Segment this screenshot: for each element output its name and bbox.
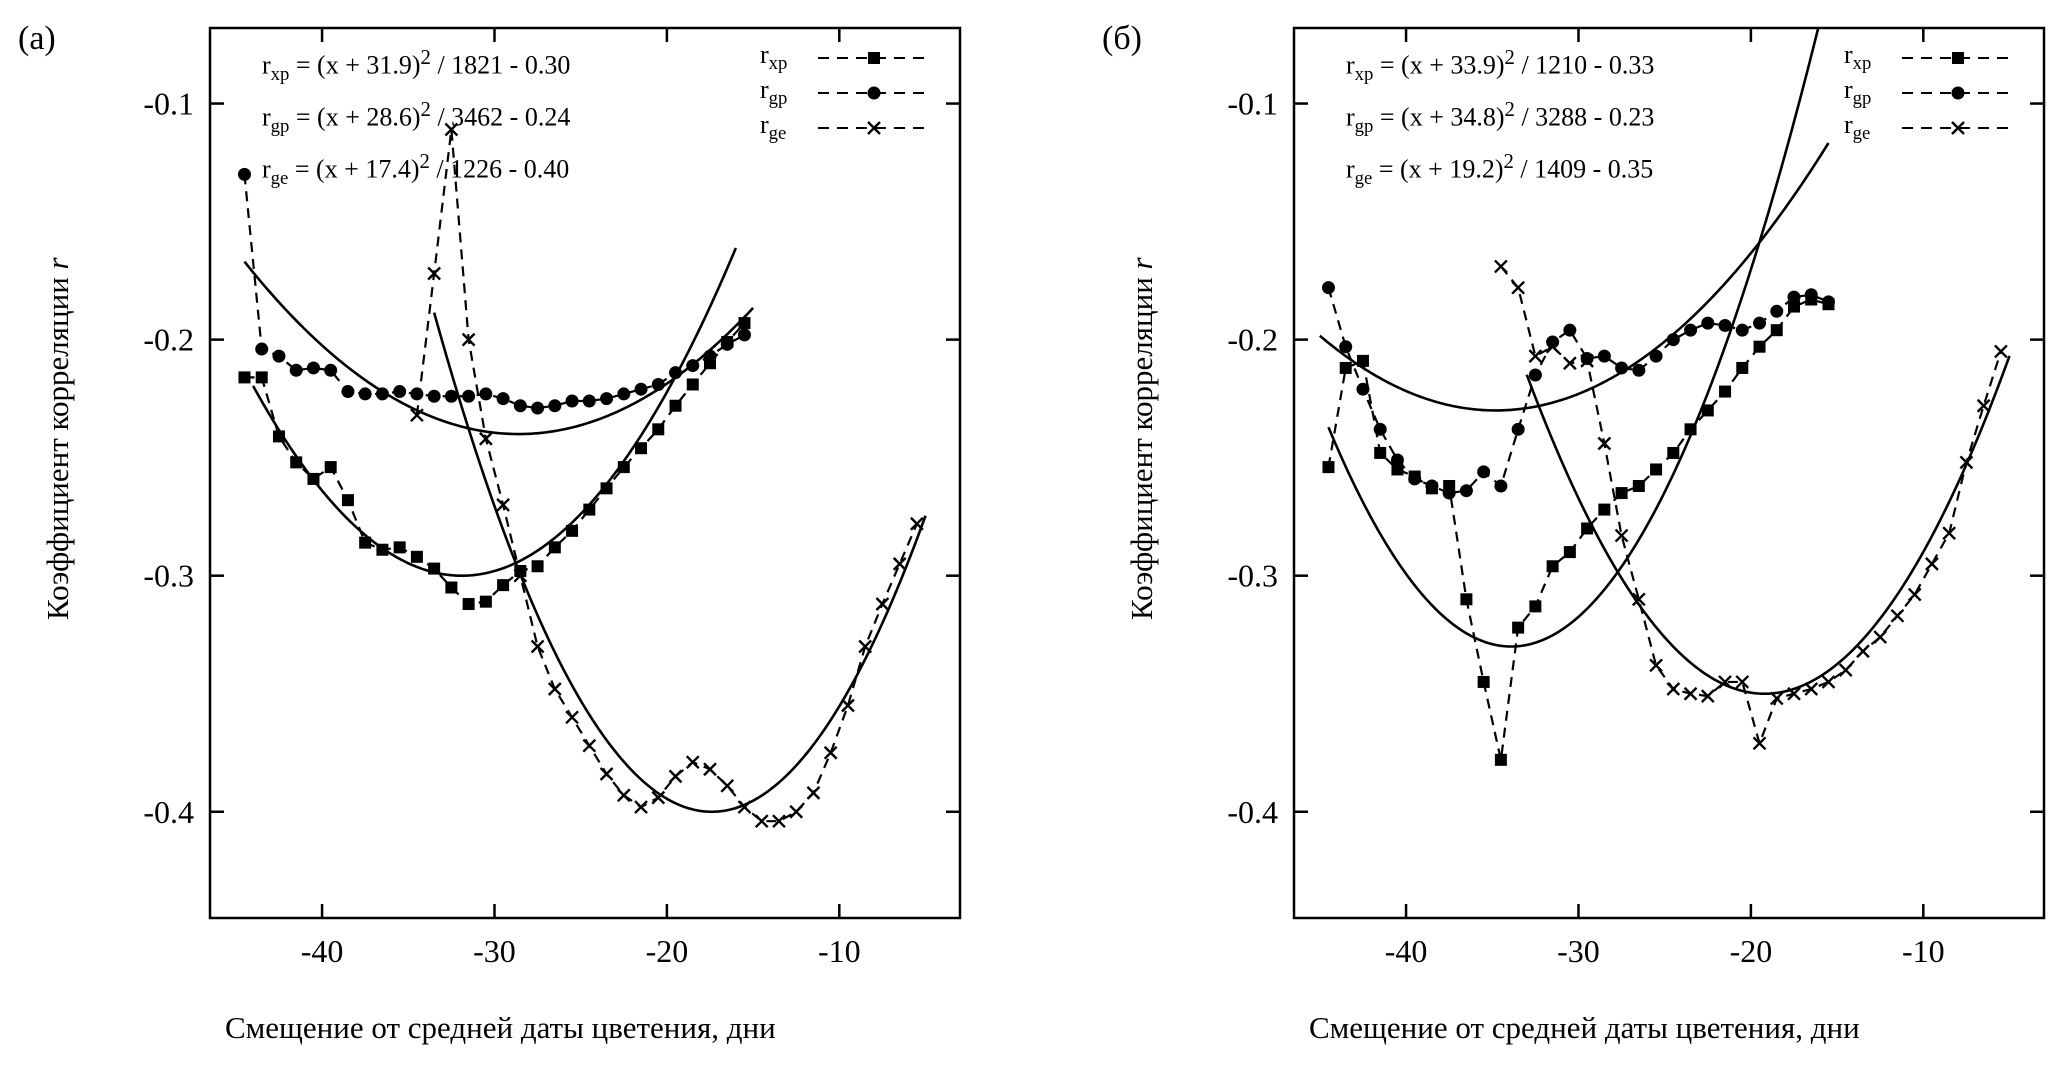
data-point-cross [876, 598, 888, 610]
panel-a [0, 0, 1033, 1076]
data-point-circle [617, 387, 630, 400]
data-point-circle [272, 350, 285, 363]
data-point-cross [549, 683, 561, 695]
data-point-circle [1615, 361, 1628, 374]
legend-marker-circle [814, 81, 934, 105]
data-point-cross [790, 806, 802, 818]
data-point-circle [376, 387, 389, 400]
data-point-square [428, 563, 440, 575]
legend-item [1844, 110, 2018, 145]
y-tick-label: -0.4 [143, 793, 194, 830]
legend-label: $r_{ge}$ [1844, 109, 1871, 145]
data-point-square [1512, 622, 1524, 634]
y-tick-label: -0.2 [143, 321, 194, 358]
equation-line: $r_{gp} = (x + 28.6)^2 / 3462 - 0.24$ [262, 97, 571, 137]
panel-b-equations [1346, 40, 1654, 196]
data-point-square [1374, 447, 1386, 459]
data-point-circle [1719, 319, 1732, 332]
data-point-cross [1926, 558, 1938, 570]
legend-item [760, 40, 934, 75]
legend-marker-cross [814, 116, 934, 140]
data-point-square [463, 598, 475, 610]
panel-b [1034, 0, 2067, 1076]
data-point-square [1564, 546, 1576, 558]
data-point-circle [566, 394, 579, 407]
data-point-square [1771, 324, 1783, 336]
data-point-cross [1874, 631, 1886, 643]
equation-line: $r_{ge} = (x + 19.2)^2 / 1409 - 0.35$ [1346, 149, 1654, 189]
data-point-circle [738, 328, 751, 341]
data-point-cross [825, 747, 837, 759]
equation-line: $r_{xp} = (x + 31.9)^2 / 1821 - 0.30$ [262, 46, 571, 85]
data-point-cross [1840, 664, 1852, 676]
data-point-square [1598, 504, 1610, 516]
data-point-square [411, 551, 423, 563]
data-point-square [1633, 480, 1645, 492]
data-point-circle [324, 364, 337, 377]
data-point-square [687, 378, 699, 390]
data-point-cross [911, 518, 923, 530]
data-point-circle [583, 394, 596, 407]
legend-item [760, 110, 934, 145]
data-point-square [635, 442, 647, 454]
data-point-square [480, 596, 492, 608]
panel-a-equations [262, 40, 570, 196]
data-point-circle [479, 387, 492, 400]
legend-marker-circle [1898, 81, 2018, 105]
data-point-circle [1822, 295, 1835, 308]
data-point-circle [428, 390, 441, 403]
fit-curve-fit_ge [434, 313, 925, 812]
data-point-circle [1391, 454, 1404, 467]
data-point-cross [756, 815, 768, 827]
y-tick-label: -0.1 [143, 85, 194, 122]
data-point-cross [1805, 683, 1817, 695]
panel-a-xlabel: Смещение от средней даты цветения, дни [225, 1010, 776, 1045]
data-point-circle [669, 366, 682, 379]
series-line-r_xp [244, 323, 744, 604]
data-point-cross [1685, 688, 1697, 700]
data-point-square [1495, 754, 1507, 766]
data-point-square [256, 371, 268, 383]
data-point-cross [601, 768, 613, 780]
legend-item [760, 75, 934, 110]
legend-marker-cross [1898, 116, 2018, 140]
data-point-circle [290, 364, 303, 377]
data-point-cross [583, 740, 595, 752]
data-point-square [376, 544, 388, 556]
data-point-square [290, 456, 302, 468]
panel-b-ylabel: Коэффициент корреляции r [1124, 257, 1159, 620]
data-point-square [1667, 447, 1679, 459]
panel-a-tag: (а) [18, 20, 56, 57]
equation-line: $r_{gp} = (x + 34.8)^2 / 3288 - 0.23$ [1346, 97, 1655, 137]
data-point-square [566, 525, 578, 537]
data-point-circle [445, 390, 458, 403]
data-point-cross [704, 763, 716, 775]
panel-a-legend [760, 40, 934, 145]
y-tick-label: -0.4 [1227, 793, 1278, 830]
data-point-cross [1822, 676, 1834, 688]
equation-line: $r_{xp} = (x + 33.9)^2 / 1210 - 0.33$ [1346, 46, 1655, 85]
panel-b-xlabel: Смещение от средней даты цветения, дни [1309, 1010, 1860, 1045]
data-point-cross [1978, 400, 1990, 412]
data-point-circle [635, 383, 648, 396]
data-point-square [1529, 600, 1541, 612]
legend-label: $r_{xp}$ [760, 39, 788, 75]
data-point-circle [1322, 281, 1335, 294]
data-point-square [359, 537, 371, 549]
data-point-cross [566, 711, 578, 723]
data-point-cross [842, 700, 854, 712]
y-tick-label: -0.2 [1227, 321, 1278, 358]
data-point-circle [652, 378, 665, 391]
data-point-cross [721, 780, 733, 792]
y-tick-label: -0.3 [143, 557, 194, 594]
x-tick-label: -40 [300, 933, 344, 969]
data-point-square [1650, 463, 1662, 475]
data-point-square [1581, 522, 1593, 534]
legend-item [1844, 40, 2018, 75]
data-point-square [1322, 461, 1334, 473]
data-point-square [1547, 560, 1559, 572]
data-point-square [1719, 386, 1731, 398]
x-tick-label: -20 [645, 933, 689, 969]
data-point-circle [721, 338, 734, 351]
data-point-circle [1736, 324, 1749, 337]
data-point-cross [532, 641, 544, 653]
fit-curve-fit_xp [253, 248, 736, 576]
data-point-circle [1770, 305, 1783, 318]
data-point-circle [1494, 479, 1507, 492]
data-point-square [601, 482, 613, 494]
y-tick-label: -0.3 [1227, 557, 1278, 594]
data-point-cross [894, 558, 906, 570]
panel-a-ylabel: Коэффициент корреляции r [40, 257, 75, 620]
data-point-square [1702, 404, 1714, 416]
data-point-circle [359, 387, 372, 400]
data-point-square [445, 581, 457, 593]
data-point-cross [635, 801, 647, 813]
legend-label: $r_{xp}$ [1844, 39, 1872, 75]
panel-b-legend [1844, 40, 2018, 145]
data-point-square [549, 541, 561, 553]
data-point-circle [1701, 317, 1714, 330]
fit-curve-fit_ge [1527, 356, 2010, 694]
data-point-circle [341, 385, 354, 398]
series-line-r_ge [1501, 266, 2001, 743]
data-point-cross [1771, 692, 1783, 704]
equation-line: $r_{ge} = (x + 17.4)^2 / 1226 - 0.40$ [262, 149, 570, 189]
data-point-circle [1356, 383, 1369, 396]
data-point-square [307, 473, 319, 485]
legend-label: $r_{gp}$ [1844, 74, 1872, 110]
data-point-square [1340, 362, 1352, 374]
data-point-cross [618, 789, 630, 801]
data-point-cross [859, 641, 871, 653]
data-point-circle [1477, 465, 1490, 478]
legend-label: $r_{gp}$ [760, 74, 788, 110]
data-point-circle [600, 392, 613, 405]
data-point-circle [238, 168, 251, 181]
legend-marker-square [814, 46, 934, 70]
data-point-circle [462, 390, 475, 403]
data-point-square [618, 461, 630, 473]
y-tick-label: -0.1 [1227, 85, 1278, 122]
legend-label: $r_{ge}$ [760, 109, 787, 145]
data-point-cross [1667, 683, 1679, 695]
data-point-circle [1753, 317, 1766, 330]
data-point-square [1685, 423, 1697, 435]
data-point-square [1478, 676, 1490, 688]
x-tick-label: -20 [1729, 933, 1773, 969]
data-point-circle [255, 343, 268, 356]
data-point-circle [497, 392, 510, 405]
data-point-cross [1909, 589, 1921, 601]
x-tick-label: -10 [1901, 933, 1945, 969]
x-tick-label: -40 [1384, 933, 1428, 969]
panel-b-tag: (б) [1102, 20, 1142, 57]
data-point-circle [1667, 333, 1680, 346]
data-point-square [583, 504, 595, 516]
data-point-cross [687, 756, 699, 768]
data-point-cross [1891, 610, 1903, 622]
data-point-square [670, 400, 682, 412]
data-point-circle [1339, 340, 1352, 353]
data-point-circle [1425, 479, 1438, 492]
data-point-circle [1443, 487, 1456, 500]
x-tick-label: -30 [1557, 933, 1600, 969]
data-point-square [497, 579, 509, 591]
x-tick-label: -10 [817, 933, 861, 969]
data-point-cross [807, 787, 819, 799]
data-point-circle [704, 350, 717, 363]
data-point-cross [1995, 345, 2007, 357]
data-point-cross [1512, 282, 1524, 294]
data-point-square [342, 494, 354, 506]
data-point-cross [1495, 260, 1507, 272]
data-point-square [1736, 362, 1748, 374]
data-point-square [238, 371, 250, 383]
data-point-square [1460, 593, 1472, 605]
data-point-circle [531, 402, 544, 415]
legend-marker-square [1898, 46, 2018, 70]
series-line-r_xp [1328, 299, 1828, 759]
data-point-cross [1736, 676, 1748, 688]
data-point-square [532, 560, 544, 572]
data-point-square [738, 317, 750, 329]
data-point-circle [393, 385, 406, 398]
data-point-cross [1857, 645, 1869, 657]
data-point-circle [1598, 350, 1611, 363]
legend-item [1844, 75, 2018, 110]
data-point-circle [1460, 484, 1473, 497]
data-point-circle [686, 359, 699, 372]
data-point-circle [1632, 364, 1645, 377]
data-point-square [1616, 487, 1628, 499]
data-point-square [394, 541, 406, 553]
data-point-square [325, 461, 337, 473]
data-point-circle [1512, 423, 1525, 436]
data-point-cross [1754, 737, 1766, 749]
data-point-square [273, 430, 285, 442]
data-point-circle [1788, 291, 1801, 304]
series-line-r_ge [417, 130, 917, 822]
x-tick-label: -30 [473, 933, 516, 969]
data-point-circle [307, 361, 320, 374]
data-point-circle [1408, 472, 1421, 485]
data-point-circle [514, 399, 527, 412]
data-point-circle [1805, 288, 1818, 301]
data-point-square [1754, 341, 1766, 353]
data-point-cross [670, 770, 682, 782]
data-point-circle [548, 399, 561, 412]
data-point-circle [1563, 324, 1576, 337]
data-point-circle [1374, 423, 1387, 436]
data-point-circle [1684, 324, 1697, 337]
data-point-circle [1650, 350, 1663, 363]
data-point-square [652, 423, 664, 435]
data-point-circle [1529, 369, 1542, 382]
data-point-square [1357, 355, 1369, 367]
data-point-circle [410, 387, 423, 400]
